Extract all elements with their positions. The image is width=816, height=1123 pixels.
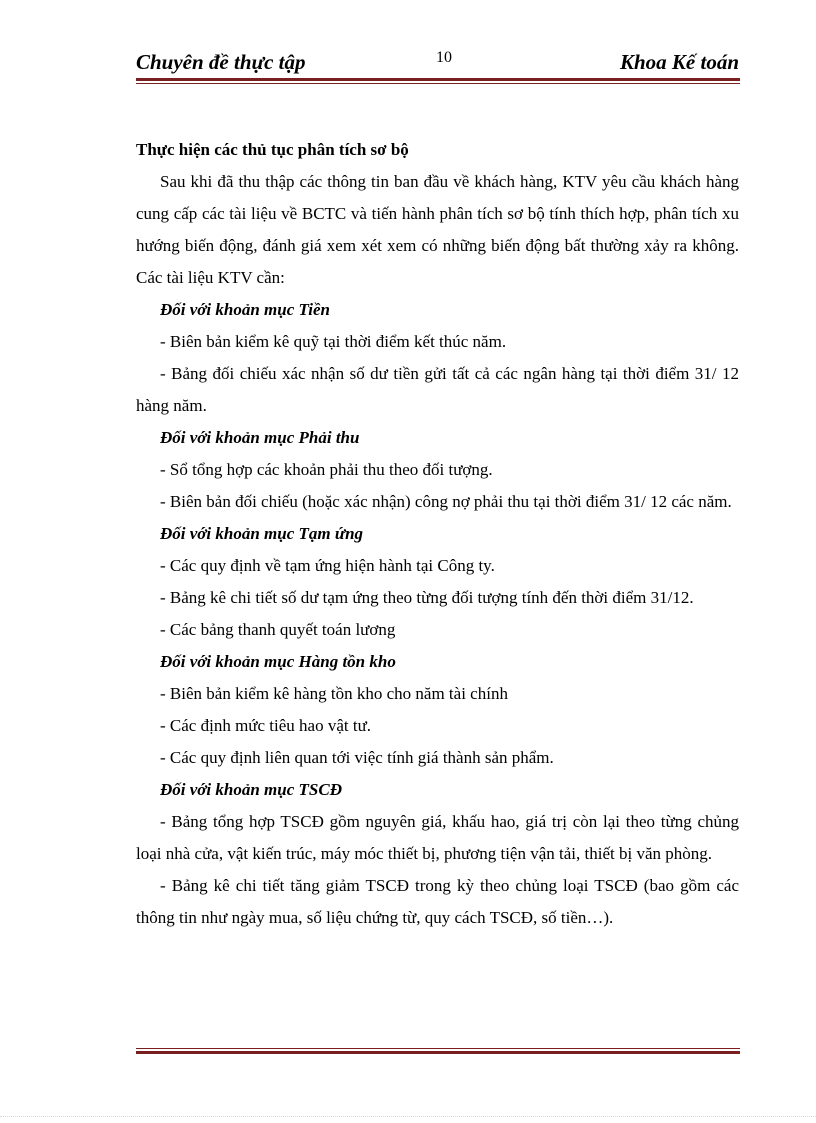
list-item: - Các quy định về tạm ứng hiện hành tại Công ty. [160,556,495,575]
header-left-title: Chuyên đề thực tập [136,50,306,74]
header-rule-thin [136,83,740,84]
subheading-phai-thu: Đối với khoản mục Phải thu [160,428,360,447]
subheading-tien: Đối với khoản mục Tiền [160,300,330,319]
list-item: - Biên bản kiểm kê hàng tồn kho cho năm tài chính [160,684,508,703]
list-item: - Bảng tổng hợp TSCĐ gồm nguyên giá, khấu hao, giá trị còn lại theo từng chủng loại nhà cửa, vật kiến trúc, máy móc thiết bị, phương tiện vận tải, thiết bị văn phòng. [136,812,739,863]
document-body [136,134,739,934]
list-item: - Bảng kê chi tiết số dư tạm ứng theo từng đối tượng tính đến thời điểm 31/12. [160,588,694,607]
page-header [136,46,739,80]
list-item: - Sổ tổng hợp các khoản phải thu theo đối tượng. [160,460,493,479]
list-item: - Bảng đối chiếu xác nhận số dư tiền gửi tất cả các ngân hàng tại thời điểm 31/ 12 hàng năm. [136,364,739,415]
section-heading: Thực hiện các thủ tục phân tích sơ bộ [136,140,409,159]
header-right-title: Khoa Kế toán [619,50,739,74]
page-number: 10 [436,49,452,66]
subheading-tscd: Đối với khoản mục TSCĐ [160,780,342,799]
list-item: - Các định mức tiêu hao vật tư. [160,716,372,735]
list-item: - Các quy định liên quan tới việc tính giá thành sản phẩm. [160,748,554,767]
list-item: - Biên bản đối chiếu (hoặc xác nhận) công nợ phải thu tại thời điểm 31/ 12 các năm. [160,492,732,511]
intro-paragraph: Sau khi đã thu thập các thông tin ban đầu về khách hàng, KTV yêu cầu khách hàng cung cấp các tài liệu về BCTC và tiến hành phân tích sơ bộ tính thích hợp, phân tích xu hướng biến động, đánh giá xem xét xem có những biến động bất thường xảy ra không. Các tài liệu KTV cần: [136,172,739,287]
footer-rule-thin [136,1048,740,1049]
subheading-hang-ton-kho: Đối với khoản mục Hàng tồn kho [160,652,396,671]
list-item: - Bảng kê chi tiết tăng giảm TSCĐ trong kỳ theo chủng loại TSCĐ (bao gồm các thông tin như ngày mua, số liệu chứng từ, quy cách TSCĐ, số tiền…). [136,876,739,927]
subheading-tam-ung: Đối với khoản mục Tạm ứng [160,524,364,543]
header-rule-thick [136,78,740,81]
footer-rule-thick [136,1051,740,1054]
list-item: - Biên bản kiểm kê quỹ tại thời điểm kết thúc năm. [160,332,507,351]
list-item: - Các bảng thanh quyết toán lương [160,620,396,639]
page-bottom-border [0,1116,816,1118]
